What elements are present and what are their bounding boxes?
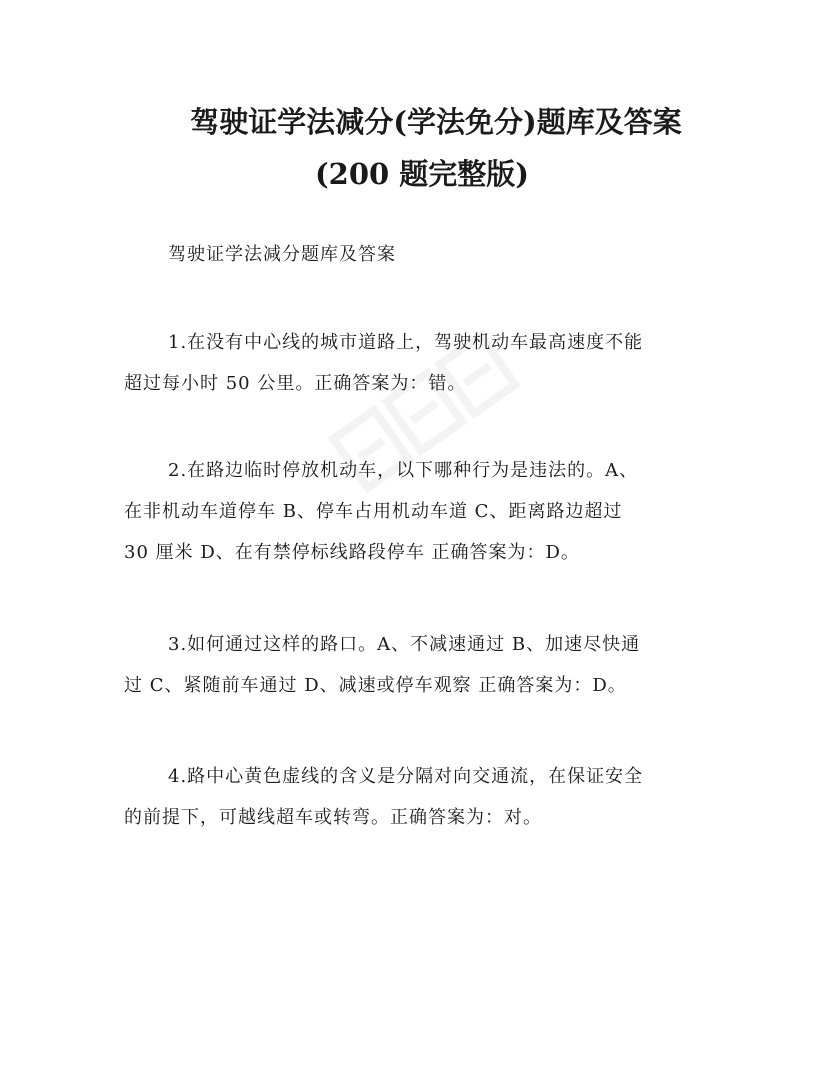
question-4: [124, 756, 714, 838]
question-line: 超过每小时 50 公里。正确答案为：错。: [124, 373, 467, 394]
question-1: [124, 322, 714, 404]
question-line: 过 C、紧随前车通过 D、减速或停车观察 正确答案为：D。: [124, 675, 627, 696]
question-line: 1.在没有中心线的城市道路上，驾驶机动车最高速度不能: [168, 332, 644, 353]
question-line: 30 厘米 D、在有禁停标线路段停车 正确答案为：D。: [124, 542, 580, 563]
question-2: [124, 450, 714, 573]
question-line: 4.路中心黄色虚线的含义是分隔对向交通流，在保证安全: [168, 766, 644, 787]
question-line: 的前提下，可越线超车或转弯。正确答案为：对。: [124, 807, 542, 828]
title-line-2: (200 题完整版): [314, 157, 530, 191]
question-line: 在非机动车道停车 B、停车占用机动车道 C、距离路边超过: [124, 501, 623, 522]
question-line: 2.在路边临时停放机动车，以下哪种行为是违法的。A、: [168, 460, 639, 481]
document-title: [0, 96, 830, 200]
document-subtitle: 驾驶证学法减分题库及答案: [168, 244, 396, 265]
question-3: [124, 624, 714, 706]
question-line: 3.如何通过这样的路口。A、不减速通过 B、加速尽快通: [168, 634, 641, 655]
title-line-1: 驾驶证学法减分(学法免分)题库及答案: [190, 105, 682, 139]
